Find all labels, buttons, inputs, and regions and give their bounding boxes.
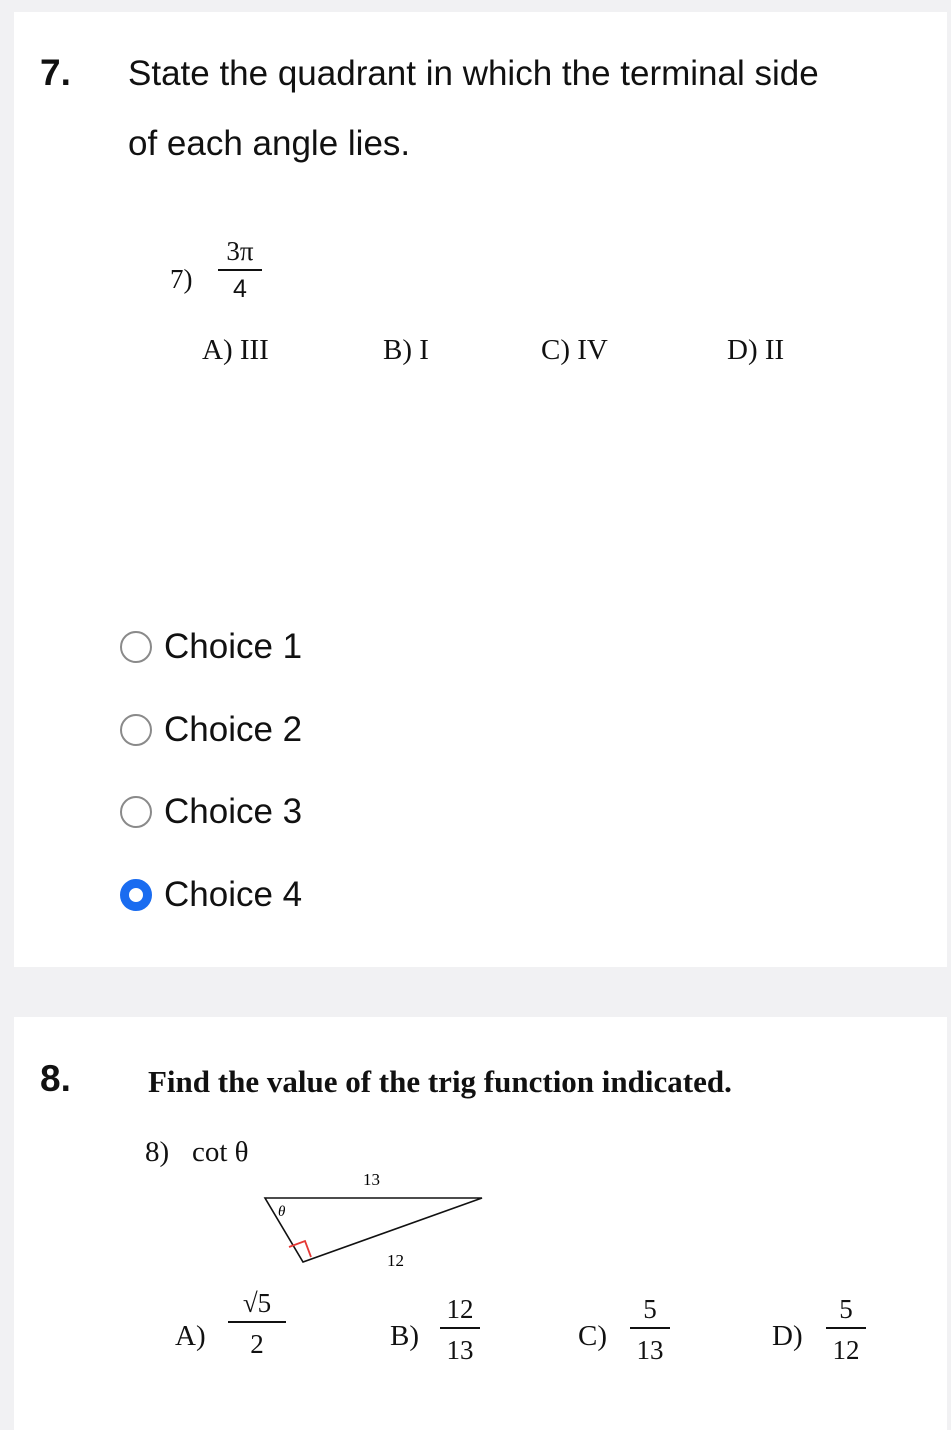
radio-button[interactable] — [120, 714, 152, 746]
angle-fraction — [218, 238, 262, 302]
item-label: 7) — [170, 264, 193, 294]
option-c: C) IV — [541, 334, 608, 366]
choice-4[interactable] — [120, 875, 302, 915]
fraction-numerator: 5 — [643, 1294, 657, 1324]
choice-2[interactable] — [120, 710, 302, 750]
question-text-line1: State the quadrant in which the terminal side — [128, 54, 819, 93]
option-d-label: D) — [772, 1320, 803, 1352]
fraction-denominator: 2 — [250, 1329, 264, 1359]
option-a-fraction — [228, 1290, 286, 1358]
fraction-numerator: √5 — [242, 1288, 272, 1318]
choice-3[interactable] — [120, 792, 302, 832]
fraction-denominator: 4 — [233, 275, 247, 303]
fraction-denominator: 13 — [636, 1335, 664, 1365]
radio-button-selected[interactable] — [120, 879, 152, 911]
right-triangle-diagram — [250, 1160, 500, 1280]
question-text: Find the value of the trig function indicated. — [148, 1064, 732, 1099]
trig-function: cot θ — [192, 1136, 249, 1168]
option-b-label: B) — [390, 1320, 419, 1352]
radio-button[interactable] — [120, 631, 152, 663]
choice-label: Choice 1 — [164, 627, 303, 666]
fraction-numerator: 5 — [839, 1294, 853, 1324]
choice-label: Choice 2 — [164, 710, 303, 749]
option-b-fraction — [440, 1296, 480, 1364]
radio-button[interactable] — [120, 796, 152, 828]
angle-label: θ — [278, 1204, 286, 1220]
option-c-label: C) — [578, 1320, 607, 1352]
item-label: 8) — [145, 1136, 170, 1168]
option-c-fraction — [630, 1296, 670, 1364]
fraction-denominator: 12 — [832, 1335, 860, 1365]
fraction-numerator: 12 — [446, 1294, 474, 1324]
fraction-denominator: 13 — [446, 1335, 474, 1365]
question-number: 7. — [40, 52, 71, 93]
question-text-line2: of each angle lies. — [128, 124, 411, 163]
triangle-outline — [265, 1198, 482, 1262]
option-d-fraction — [826, 1296, 866, 1364]
option-d: D) II — [727, 334, 785, 366]
choice-1[interactable] — [120, 627, 302, 667]
fraction-numerator: 3π — [226, 236, 254, 266]
base-label: 12 — [387, 1251, 404, 1270]
hypotenuse-label: 13 — [363, 1170, 380, 1189]
option-b: B) I — [383, 334, 429, 366]
question-number: 8. — [40, 1058, 71, 1099]
choice-label: Choice 4 — [164, 875, 303, 914]
option-a-label: A) — [175, 1320, 206, 1352]
option-a: A) III — [202, 334, 269, 366]
choice-label: Choice 3 — [164, 792, 303, 831]
